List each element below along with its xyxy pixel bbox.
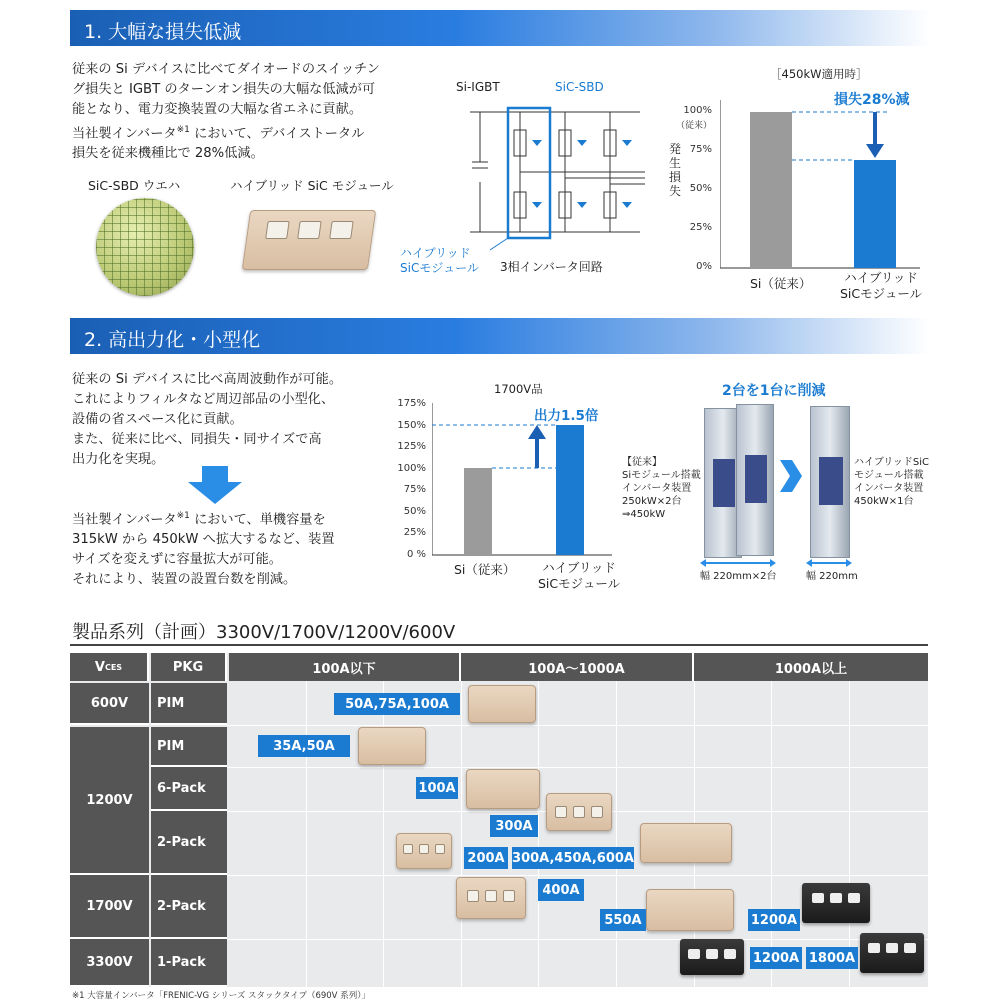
badge-1200-2pack-b: 200A: [464, 847, 508, 869]
reduction-title: 2台を1台に削減: [722, 383, 826, 399]
output-cat-si: Si（従来）: [454, 562, 516, 577]
section1-header: [70, 10, 930, 46]
loss-cat-hybrid: ハイブリッド SiCモジュール: [840, 270, 923, 301]
module-3300-b-image: [860, 933, 924, 973]
badge-1700-b: 550A: [600, 909, 646, 931]
badge-1700-a: 400A: [538, 879, 584, 901]
loss-chart: [720, 100, 920, 272]
down-arrow-icon: [186, 466, 244, 506]
footnote-mark: ※1: [176, 511, 190, 521]
tick-25: 25%: [689, 222, 712, 233]
para-line: 出力化を実現。: [72, 452, 165, 467]
para-line: 従来の Si デバイスに比べ高周波動作が可能。: [72, 372, 343, 387]
hybrid-module-image: [242, 210, 376, 270]
pkg-2pack-1700: 2-Pack: [151, 875, 227, 939]
para-line: 315kW から 450kW へ拡大するなど、装置: [72, 532, 335, 548]
tick-50: 50%: [403, 506, 426, 517]
module-1700-b-image: [646, 889, 734, 931]
loss-cat-si: Si（従来）: [750, 276, 812, 291]
output-chart: [432, 403, 612, 557]
header-100a-below: 100A以下: [229, 653, 461, 681]
tick-50: 50%: [689, 183, 712, 194]
module-3300-a-image: [680, 939, 744, 975]
badge-1200-pim: 35A,50A: [258, 735, 350, 757]
tick-75: 75%: [403, 484, 426, 495]
header-vces: V CES: [70, 653, 149, 681]
label-si-igbt: Si-IGBT: [456, 80, 500, 94]
circuit-caption: 3相インバータ回路: [500, 260, 603, 274]
section2-header: [70, 318, 930, 354]
footnote-mark: ※1: [176, 125, 190, 135]
right-width-label: 幅 220mm: [806, 571, 858, 582]
module-2pack-c-image: [640, 823, 732, 863]
label-hybrid-module: ハイブリッド SiCモジュール: [400, 246, 479, 275]
bar-si: [750, 112, 792, 268]
product-series-title: 製品系列（計画）3300V/1700V/1200V/600V: [72, 622, 456, 643]
section2-paragraph1: [72, 370, 372, 470]
left-width-label: 幅 220mm×2台: [700, 571, 777, 582]
badge-1200-2pack-c: 300A,450A,600A: [512, 847, 634, 869]
para-line: 設備の省スペース化に貢献。: [72, 412, 243, 427]
pkg-6pack: 6-Pack: [151, 767, 227, 811]
pkg-2pack-1200: 2-Pack: [151, 811, 227, 875]
bar-hybrid: [854, 160, 896, 268]
footnote: ※1 大容量インバータ「FRENIC-VG シリーズ スタックタイプ（690V 系列）」: [72, 991, 370, 1001]
tick-0: 0%: [696, 261, 712, 272]
tick-0: 0 %: [406, 549, 426, 560]
output-annotation: 出力1.5倍: [534, 408, 599, 424]
bar-si: [464, 468, 492, 555]
para-line: グ損失と IGBT のターンオン損失の大幅な低減が可: [72, 82, 376, 97]
row-600v: 600V: [70, 683, 149, 725]
para-line: 当社製インバータ$^{※1}$ において、デバイストータル: [72, 125, 365, 142]
para-line: 能となり、電力変換装置の大幅な省エネに貢献。: [72, 102, 363, 117]
pkg-pim-1200: PIM: [151, 727, 227, 767]
module-pim-1200-image: [358, 727, 426, 765]
wafer-caption: SiC-SBD ウエハ: [88, 178, 181, 193]
row-3300v: 3300V: [70, 939, 149, 987]
module-1700-c-image: [802, 883, 870, 923]
reduction-left-text: 【従来】 Siモジュール搭載 インバータ装置 250kW×2台 ⇒450kW: [622, 457, 701, 520]
inverter-cabinet-hybrid: [810, 406, 850, 558]
loss-chart-ylabel: 発生損失: [668, 142, 681, 198]
badge-1200-6pack: 100A: [416, 777, 458, 799]
tick-100: 100%: [683, 105, 712, 116]
badge-3300-b: 1800A: [806, 947, 858, 969]
right-arrow-icon: [778, 456, 804, 496]
loss-chart-condition: ［450kW適用時］: [770, 67, 868, 81]
inverter-cabinet-2: [736, 404, 774, 556]
row-1200v: 1200V: [70, 727, 149, 875]
section1-paragraph: [72, 60, 417, 164]
module-1700-a-image: [456, 877, 526, 919]
module-6pack-image: [466, 769, 540, 809]
para-line: これによりフィルタなど周辺部品の小型化、: [72, 392, 335, 407]
section1-title: 1. 大幅な損失低減: [84, 21, 242, 43]
section2-paragraph2: [72, 506, 372, 590]
para-line: サイズを変えずに容量拡大が可能。: [72, 552, 282, 568]
badge-600-pim: 50A,75A,100A: [334, 693, 460, 715]
reduction-right-text: ハイブリッドSiC モジュール搭載 インバータ装置 450kW×1台: [854, 457, 930, 507]
wafer-image: [96, 198, 194, 296]
header-1000a-above: 1000A以上: [694, 653, 928, 681]
module-2pack-a-image: [546, 793, 612, 831]
title-rule: [70, 644, 928, 646]
tick-75: 75%: [689, 144, 712, 155]
tick-25: 25%: [403, 527, 426, 538]
tick-175: 175%: [397, 398, 426, 409]
tick-conv: （従来）: [675, 121, 712, 131]
badge-1200-2pack-a: 300A: [490, 815, 538, 837]
pkg-pim-600: PIM: [151, 683, 227, 725]
badge-3300-a: 1200A: [750, 947, 802, 969]
output-chart-title: 1700V品: [494, 382, 543, 396]
tick-125: 125%: [397, 441, 426, 452]
module-pim-600-image: [468, 685, 536, 723]
bar-hybrid: [556, 425, 584, 555]
para-line: また、従来に比べ、同損失・同サイズで高: [72, 432, 322, 447]
tick-150: 150%: [397, 420, 426, 431]
loss-reduction-annotation: 損失28%減: [834, 89, 910, 109]
module-caption: ハイブリッド SiC モジュール: [230, 178, 394, 193]
para-line: 従来の Si デバイスに比べてダイオードのスイッチン: [72, 62, 380, 77]
module-2pack-b-image: [396, 833, 452, 869]
label-sic-sbd: SiC-SBD: [555, 80, 604, 94]
output-cat-hybrid: ハイブリッド SiCモジュール: [538, 560, 621, 591]
product-series-table: [70, 653, 928, 987]
badge-1700-c: 1200A: [748, 909, 800, 931]
row-1700v: 1700V: [70, 875, 149, 939]
section2-title: 2. 高出力化・小型化: [84, 329, 261, 351]
para-line: 当社製インバータ$^{※1}$ において、単機容量を: [72, 511, 326, 528]
header-pkg: PKG: [151, 653, 227, 681]
inverter-circuit-diagram: [460, 92, 650, 252]
tick-100: 100%: [397, 463, 426, 474]
para-line: それにより、装置の設置台数を削減。: [72, 572, 297, 588]
pkg-1pack: 1-Pack: [151, 939, 227, 987]
para-line: 損失を従来機種比で 28%低減。: [72, 146, 264, 162]
header-100a-1000a: 100A〜1000A: [461, 653, 694, 681]
